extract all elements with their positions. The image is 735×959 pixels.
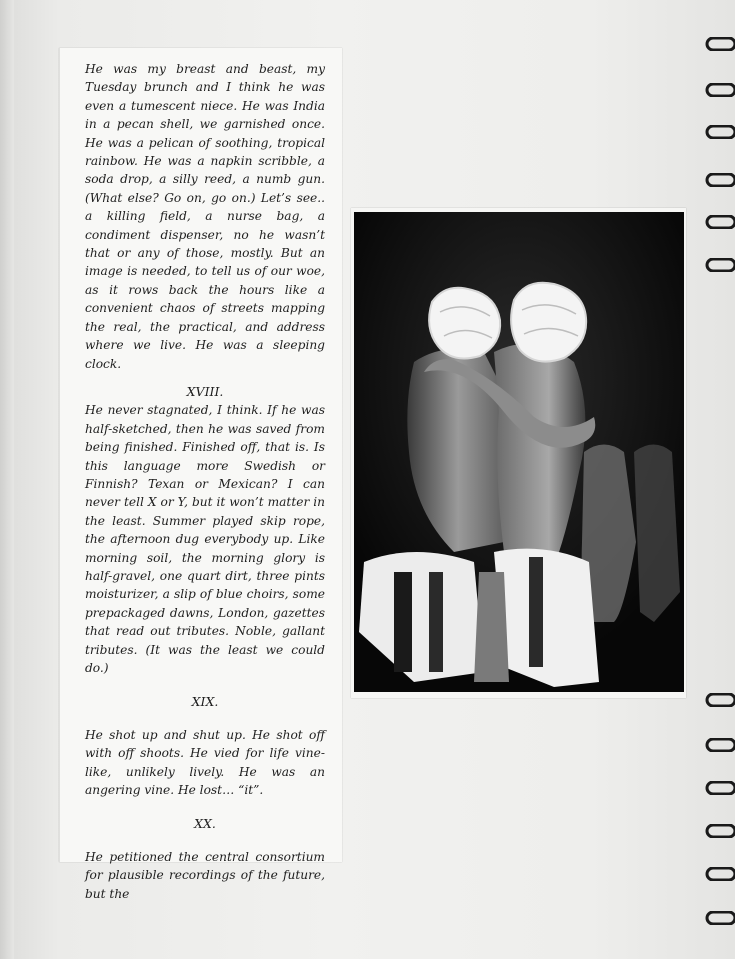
binding-ring: [703, 692, 735, 706]
paragraph-4: He petitioned the central consortium for plausible recordings of the future, but the: [85, 849, 325, 901]
photograph-image: [354, 212, 684, 692]
binding-ring: [703, 737, 735, 751]
binding-ring: [703, 257, 735, 271]
section-heading-xx: XX.: [194, 816, 216, 832]
paragraph-2: He never stagnated, I think. If he was half-sketched, then he was saved from being finished. Finished off, that is. Is this language more Swedish or Finnish? Texan or Mexican? I can never tell X or Y, but it won’t matter in the least. Summer played skip rope, the afternoon dug everybody up. Like morning soil, the morning glory is half-gravel, one quart dirt, three pints moisturizer, a slip of blue choirs, some prepackaged dawns, London, gazettes that read out tributes. Noble, gallant tributes. (It was the least we could do.): [85, 403, 325, 675]
binding-ring: [703, 36, 735, 50]
poem-text: [85, 60, 325, 903]
section-heading-xviii: XVIII.: [186, 383, 224, 399]
photograph: [354, 212, 684, 692]
binding-ring: [703, 172, 735, 186]
page-edge: [0, 0, 14, 959]
paragraph-1: He was my breast and beast, my Tuesday brunch and I think he was even a tumescent niece. He was India in a pecan shell, we garnished once. He was a pelican of soothing, tropical rainbow. He was a napkin scribble, a soda drop, a silly reed, a numb gun. (What else? Go on, go on.) Let’s see.. a killing field, a nurse bag, a condiment dispenser, no he wasn’t that or any of those, mostly. But an image is needed, to tell us of our woe, as it rows back the hours like a convenient chaos of streets mapping the real, the practical, and address where we live. He was a sleeping clock.: [85, 62, 325, 371]
paragraph-3: He shot up and shut up. He shot off with off shoots. He vied for life vine-like, unlikely lively. He was an angering vine. He lost… “it”.: [85, 727, 325, 798]
binding-ring: [703, 214, 735, 228]
binding-ring: [703, 82, 735, 96]
section-heading-xix: XIX.: [191, 694, 219, 710]
binding-ring: [703, 780, 735, 794]
binding-ring: [703, 866, 735, 880]
binding-ring: [703, 124, 735, 138]
binding-ring: [703, 823, 735, 837]
binding-ring: [703, 910, 735, 924]
